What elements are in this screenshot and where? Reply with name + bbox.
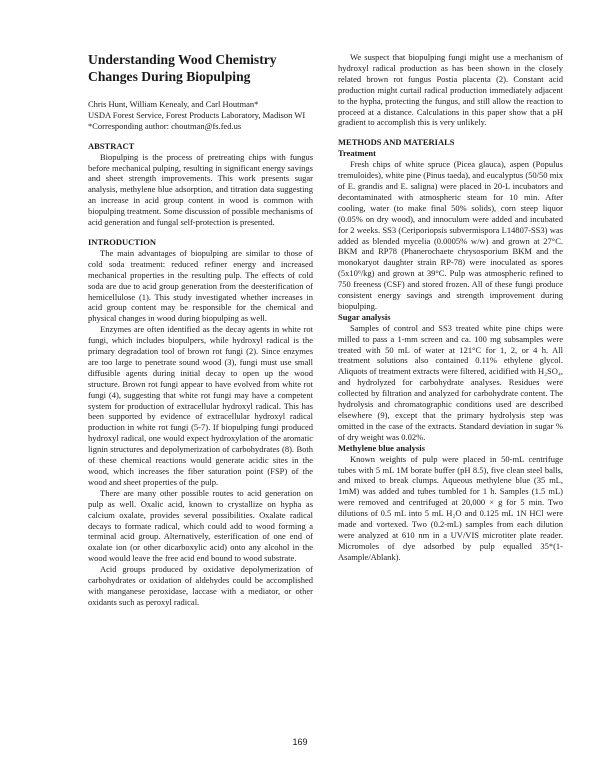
corresponding-author: *Corresponding author: choutman@fs.fed.us [88, 120, 242, 131]
intro-continuation: We suspect that biopulping fungi might use a mechanism of hydroxyl radical production as has been shown in the closely related brown rot fungus Postia placenta (2). Constant acid production might curtail radical production immediately adjacent to the hypha, protecting the fungus, and still allow the reaction to proceed at a distance. Calculations in this paper show that a pH gradient to accomplish this is very unlikely. [338, 52, 563, 128]
methylene-blue-text: Known weights of pulp were placed in 50-mL centrifuge tubes with 5 mL 1M borate buffer (pH 8.5), five clean steel balls, and mixed to break clumps. Aqueous methylene blue (35 mL, 1mM) was added and tubes tumbled for 1 h. Samples (1.5 mL) were removed and centrifuged at 20,000 × g for 5 min. Two dilutions of 0.5 mL into 5 mL H₂O and 0.125 mL 1N HCl were made and vortexed. Two (0.2-mL) samples from each dilution were analyzed at 610 nm in a UV/VIS microtiter plate reader. Micromoles of dye adsorbed by pulp equalled 35*(1-Asample/Ablank). [338, 453, 563, 562]
treatment-text: Fresh chips of white spruce (Picea glauca), aspen (Populus tremuloides), white pine (Pinus taeda), and eucalyptus (50/50 mix of E. grandis and E. saligna) were placed in 20-L incubators and decontaminated with atmospheric steam for 10 min. After cooling, water (to make final 50% solids), corn steep liquor (0.05% on dry wood), and innoculum were added and incubated for 2 weeks. SS3 (Ceriporiopsis subvermispora L14807-SS3) was added as blended mycelia (0.0005% w/w) and grown at 27°C. BKM and RP78 (Phanerochaete chrysosporium BKM and the monokaryot daughter strain RP-78) were inoculated as spores (5x10⁶/kg) and grown at 39°C. Pulp was atmospheric refined to 750 freeness (CSF) and stored frozen. All of these fungi produce consistent energy savings and strength improvement during biopulping. [338, 159, 563, 311]
sugar-analysis-text: Samples of control and SS3 treated white pine chips were milled to pass a 1-mm screen and ca. 100 mg subsamples were treated with 50 mL of water at 121°C for 1, 2, or 4 h. All treatment solutions also contained 0.11% ethylene glycol. Aliquots of treatment extracts were filtered, acidified with H₂SO₄, and hydrolyzed for carbohydrate analyses. Residues were collected by filtration and analyzed for carbohydrate content. The hydrolysis and chromatographic conditions used are described elsewhere (9), except that the primary hydrolysis step was omitted in the case of the extracts. Standard deviation in sugar % of dry weight was 0.02%. [338, 322, 563, 442]
paper-title: Understanding Wood Chemistry Changes During Biopulping [88, 52, 277, 84]
left-column [88, 52, 313, 608]
right-column [338, 52, 563, 563]
abstract-text: Biopulping is the process of pretreating chips with fungus before mechanical pulping, resulting in significant energy savings and sheet strength improvements. This work presents sugar analysis, methylene blue adsorption, and titration data suggesting an increase in acid group content in wood is common with biopulping treatment. Some discussion of possible mechanisms of acid generation and fungal self-protection is presented. [88, 151, 313, 228]
intro-paragraph: There are many other possible routes to acid generation on pulp as well. Oxalic acid, known to crystallize on hypha as calcium oxalate, provides several possibilities. Oxalate radical decays to formate radical, which could add to wood forming a terminal acid group. Alternatively, esterification of one end of oxalate ion (or other dicarboxylic acid) onto any alcohol in the wood would leave the free acid end bound to wood substrate. [88, 487, 313, 564]
intro-paragraph: The main advantages of biopulping are similar to those of cold soda treatment: reduced refiner energy and increased mechanical properties in the resulting pulp. The effects of cold soda are due to acid group generation from the deesterification of hemicellulose (1). This study investigated whether increases in acid group content may be responsible for the chemical and physical changes in wood during biopulping as well. [88, 247, 313, 324]
methods-heading: METHODS AND MATERIALS [338, 137, 455, 148]
authors: Chris Hunt, William Kenealy, and Carl Houtman* [88, 99, 259, 109]
introduction-heading: INTRODUCTION [88, 236, 157, 247]
intro-paragraph: Acid groups produced by oxidative depolymerization of carbohydrates or oxidation of aldehydes could be accomplished with manganese peroxidase, laccase with a mediator, or other oxidants such as peroxyl radical. [88, 564, 313, 607]
abstract-heading: ABSTRACT [88, 140, 135, 151]
sugar-analysis-heading: Sugar analysis [338, 311, 391, 322]
page-number: 169 [292, 737, 308, 747]
affiliation: USDA Forest Service, Forest Products Laboratory, Madison WI [88, 109, 306, 120]
methylene-blue-heading: Methylene blue analysis [338, 442, 425, 453]
treatment-heading: Treatment [338, 148, 376, 159]
intro-paragraph: Enzymes are often identified as the decay agents in white rot fungi, which includes biopulpers, while hydroxyl radical is the primary degradation tool of brown rot fungi (2). Since enzymes are too large to penetrate sound wood (3), fungi must use small diffusible agents during initial decay to open up the wood structure. Brown rot fungi appear to have evolved from white rot fungi (4), suggesting that white rot fungi may have a competent system for production of extracellular hydroxyl radical. This has been supported by evidence of extracellular hydroxyl radical production in white rot fungi (5-7). If biopulping fungi produced hydroxyl radical, one would expect hydroxylation of the aromatic lignin structures and depolymerization of carbohydrates (8). Both of these chemical reactions would generate acidic sites in the wood, which increases the fiber saturation point (FSP) of the wood and sheet properties of the pulp. [88, 324, 313, 487]
